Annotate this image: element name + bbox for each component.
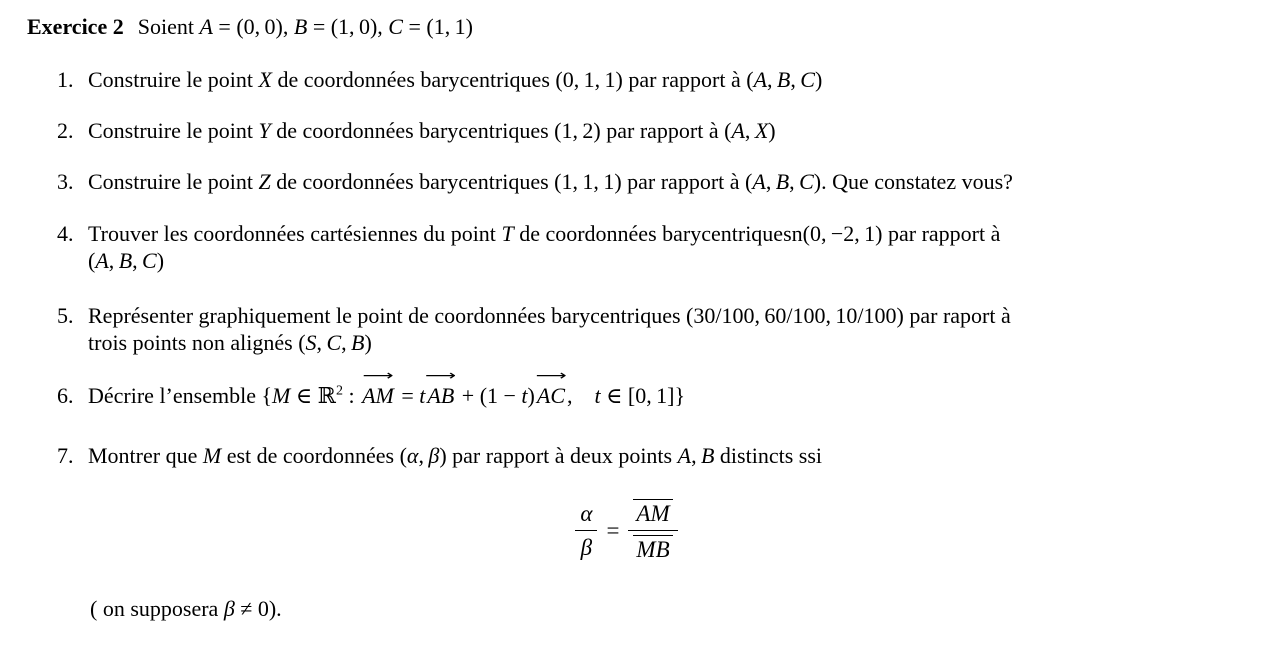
item-line [88, 302, 1178, 329]
exercise-label: Exercice 2 [27, 14, 124, 39]
math-variable: C [326, 330, 342, 355]
text-run: = (1, 0), [307, 14, 389, 39]
math-variable: B [351, 330, 365, 355]
item-line [88, 66, 1178, 93]
list-item [57, 66, 1178, 93]
list-item [57, 442, 1178, 469]
item-number: 4. [57, 221, 74, 246]
fraction-alpha-beta [575, 501, 597, 561]
text-run: Soient [137, 14, 200, 39]
vector-notation: ⟶ AB [427, 382, 454, 409]
text-run: ∈ [290, 383, 318, 408]
text-run: Construire le point [88, 169, 259, 194]
math-variable: A [753, 67, 768, 92]
math-variable: t [594, 383, 601, 408]
math-variable: X [754, 118, 769, 143]
math-variable: A [95, 248, 109, 273]
item-line [88, 117, 1178, 144]
exercise-statement [138, 14, 473, 39]
math-variable: B [118, 248, 133, 273]
math-variable: A [752, 169, 766, 194]
text-run: ) [364, 330, 372, 355]
text-run: est de coordonnées ( [221, 443, 407, 468]
text-run: , [767, 67, 777, 92]
equation-row [575, 499, 677, 563]
text-run: de coordonnées barycentriques (1, 1, 1) par rapport à ( [270, 169, 753, 194]
text-run: + (1 − [456, 383, 522, 408]
text-run: , [108, 248, 119, 273]
math-variable: Z [258, 169, 271, 194]
overline-am: AM [633, 499, 672, 527]
math-variable: A [677, 443, 692, 468]
list-item [57, 220, 1178, 274]
text-run: , [567, 383, 595, 408]
math-variable: C [799, 169, 814, 194]
item-line [88, 247, 1178, 274]
list-item [57, 368, 1178, 410]
list-item [57, 168, 1178, 195]
item-line [88, 220, 1178, 247]
math-variable: C [800, 67, 815, 92]
equals-sign: = [606, 518, 620, 543]
text-run: , [132, 248, 143, 273]
math-variable: M [272, 383, 291, 408]
text-run: , [418, 443, 429, 468]
vector-arrow-icon: ⟶ [425, 368, 457, 384]
item-line [88, 329, 1178, 356]
fraction-numerator [628, 499, 677, 531]
list-item [57, 117, 1178, 144]
item-number: 6. [57, 383, 74, 408]
text-run: de coordonnées barycentriques (0, 1, 1) par rapport à ( [271, 67, 754, 92]
text-run: Décrire l’ensemble { [88, 383, 273, 408]
vector-arrow-icon: ⟶ [362, 368, 394, 384]
overline-mb: MB [633, 535, 672, 563]
text-run: , [316, 330, 327, 355]
text-run: Construire le point [88, 67, 259, 92]
text-run: , [341, 330, 352, 355]
math-variable: B [776, 67, 791, 92]
text-run: ) par rapport à deux points [439, 443, 678, 468]
text-run: ≠ 0). [234, 596, 282, 621]
fraction-am-mb [628, 499, 677, 563]
math-variable: C [142, 248, 157, 273]
exercise-heading [27, 0, 1263, 40]
math-variable: A [199, 14, 213, 39]
text-run: ( [88, 248, 96, 273]
math-variable: S [305, 330, 317, 355]
math-variable: C [388, 14, 403, 39]
fraction-numerator: α [575, 501, 597, 531]
item-number: 3. [57, 169, 74, 194]
list-item [57, 302, 1178, 356]
superscript: 2 [335, 383, 343, 399]
text-run: ( on supposera [90, 596, 224, 621]
math-variable: B [775, 169, 790, 194]
text-run: , [744, 118, 755, 143]
text-run: Montrer que [88, 443, 203, 468]
math-variable: β [223, 596, 235, 621]
fraction-denominator [628, 531, 677, 563]
item-line [88, 442, 1178, 469]
vector-notation: ⟶ AM [362, 382, 394, 409]
math-variable: Y [258, 118, 271, 143]
math-variable: B [293, 14, 308, 39]
math-variable: t [521, 383, 528, 408]
text-run: , [691, 443, 701, 468]
text-run: = [395, 383, 420, 408]
text-run: = (1, 1) [402, 14, 473, 39]
math-variable: t [419, 383, 426, 408]
item-number: 7. [57, 443, 74, 468]
math-variable: α [406, 443, 419, 468]
text-run: , [765, 169, 776, 194]
text-run: : [342, 383, 361, 408]
vector-notation: ⟶ AC [537, 382, 565, 409]
text-run: Construire le point [88, 118, 259, 143]
text-run: ℝ [317, 384, 336, 409]
assumption-note [90, 595, 1263, 622]
text-run: = (0, 0), [212, 14, 294, 39]
item-number: 1. [57, 67, 74, 92]
vector-arrow-icon: ⟶ [535, 368, 567, 384]
exercise-list [0, 66, 1263, 469]
text-run: de coordonnées barycentriques (1, 2) par rapport à ( [270, 118, 732, 143]
text-run: de coordonnées barycentriquesn(0, −2, 1) par rapport à [513, 221, 1001, 246]
math-variable: M [202, 443, 222, 468]
math-variable: A [731, 118, 745, 143]
text-run: ). Que constatez vous? [813, 169, 1013, 194]
text-run: Représenter graphiquement le point de coordonnées barycentriques (30/100, 60/100, 10/100) par raport à [88, 303, 1011, 328]
text-run: ∈ [0, 1]} [600, 383, 686, 408]
text-run: trois points non alignés ( [88, 330, 306, 355]
equation [0, 499, 1263, 563]
item-number: 5. [57, 303, 74, 328]
text-run: , [789, 169, 800, 194]
math-variable: B [700, 443, 715, 468]
text-run: ) [768, 118, 776, 143]
text-run: Trouver les coordonnées cartésiennes du point [88, 221, 502, 246]
text-run: , [790, 67, 801, 92]
item-number: 2. [57, 118, 74, 143]
math-variable: X [258, 67, 272, 92]
item-line [88, 168, 1178, 195]
text-run: distincts ssi [714, 443, 822, 468]
text-run: ) [814, 67, 823, 92]
fraction-denominator: β [580, 535, 593, 560]
math-variable: T [501, 221, 514, 246]
item-line [88, 368, 1178, 410]
math-variable: β [428, 443, 440, 468]
text-run: ) [527, 383, 535, 408]
text-run: ) [156, 248, 165, 273]
